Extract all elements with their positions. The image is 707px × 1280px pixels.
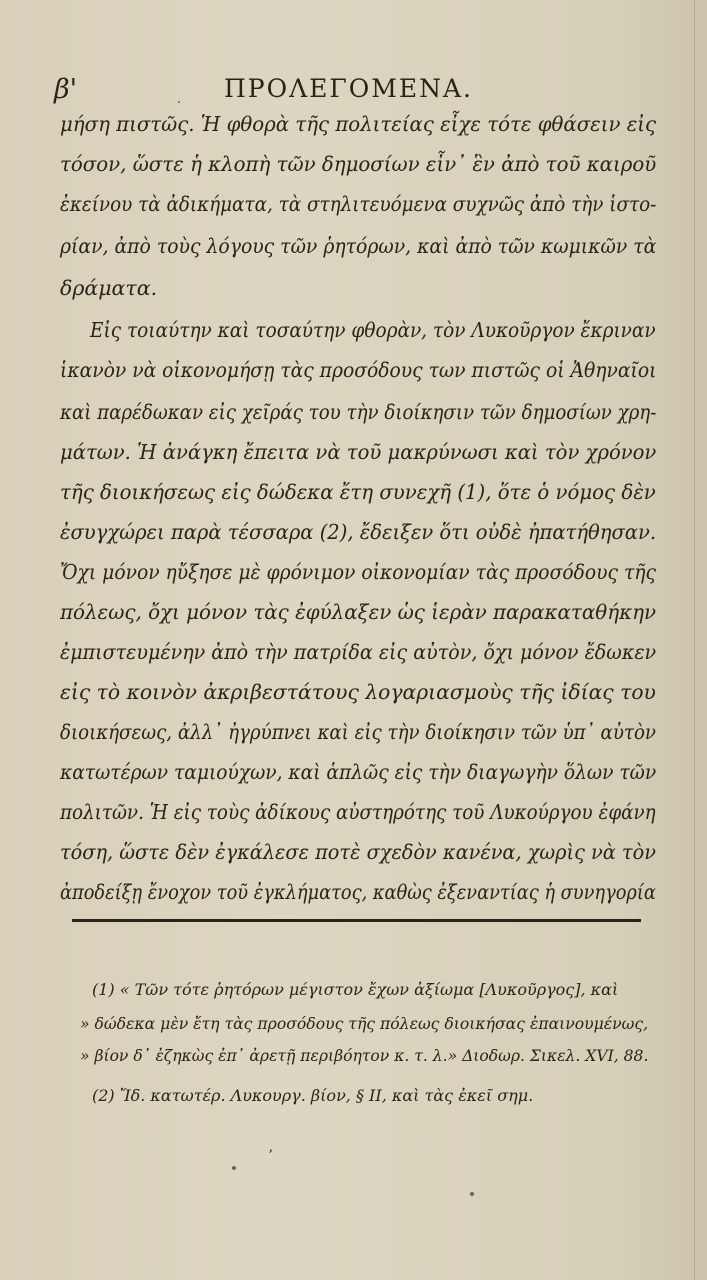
body-line: πολιτῶν. Ἡ εἰς τοὺς ἀδίκους αὐστηρότης τοῦ Λυκούργου ἐφάνη bbox=[60, 800, 656, 824]
page-number: β' bbox=[54, 74, 78, 105]
body-line: ἱκανὸν νὰ οἰκονομήσῃ τὰς προσόδους των πιστῶς οἱ Ἀθηναῖοι bbox=[60, 358, 657, 382]
body-line: διοικήσεως, ἀλλ᾽ ἠγρύπνει καὶ εἰς τὴν διοίκησιν τῶν ὑπ᾽ αὐτὸν bbox=[60, 720, 657, 744]
header-dot: . bbox=[177, 92, 181, 106]
print-mark: ʼ bbox=[268, 1148, 273, 1164]
body-line: Εἰς τοιαύτην καὶ τοσαύτην φθορὰν, τὸν Λυκοῦργον ἔκριναν bbox=[90, 318, 656, 342]
body-line: εἰς τὸ κοινὸν ἀκριβεστάτους λογαριασμοὺς τῆς ἰδίας του bbox=[60, 680, 656, 704]
body-line: ρίαν, ἀπὸ τοὺς λόγους τῶν ῥητόρων, καὶ ἀπὸ τῶν κωμικῶν τὰ bbox=[60, 234, 657, 258]
paper-speck bbox=[470, 1192, 474, 1196]
body-line: ἐκείνου τὰ ἀδικήματα, τὰ στηλιτευόμενα συχνῶς ἀπὸ τὴν ἱστο- bbox=[60, 192, 657, 216]
footnote-line: » βίον δ᾽ ἐζηκὼς ἐπ᾽ ἀρετῇ περιβόητον κ. τ. λ.» Διοδωρ. Σικελ. XVI, 88. bbox=[80, 1046, 649, 1065]
footnote-line: (2) Ἴδ. κατωτέρ. Λυκουργ. βίον, § II, καὶ τὰς ἐκεῖ σημ. bbox=[92, 1086, 534, 1105]
body-line: δράματα. bbox=[60, 276, 158, 300]
footnote-separator-rule bbox=[72, 919, 641, 922]
body-line: καὶ παρέδωκαν εἰς χεῖράς του τὴν διοίκησιν τῶν δημοσίων χρη- bbox=[60, 400, 657, 424]
body-line: μάτων. Ἡ ἀνάγκη ἔπειτα νὰ τοῦ μακρύνωσι καὶ τὸν χρόνον bbox=[60, 440, 657, 464]
footnote-line: » δώδεκα μὲν ἔτη τὰς προσόδους τῆς πόλεως διοικήσας ἐπαινουμένως, bbox=[80, 1014, 649, 1033]
body-line: ἐσυγχώρει παρὰ τέσσαρα (2), ἔδειξεν ὅτι οὐδὲ ἠπατήθησαν. bbox=[60, 520, 657, 544]
body-line: κατωτέρων ταμιούχων, καὶ ἁπλῶς εἰς τὴν διαγωγὴν ὅλων τῶν bbox=[60, 760, 657, 784]
body-line: τόσον, ὥστε ἡ κλοπὴ τῶν δημοσίων εἶν᾽ ἓν ἀπὸ τοῦ καιροῦ bbox=[60, 152, 657, 176]
body-line: ἀποδείξῃ ἔνοχον τοῦ ἐγκλήματος, καθὼς ἐξεναντίας ἡ συνηγορία bbox=[60, 880, 656, 904]
body-line: πόλεως, ὄχι μόνον τὰς ἐφύλαξεν ὡς ἱερὰν παρακαταθήκην bbox=[60, 600, 657, 624]
body-line: ἐμπιστευμένην ἀπὸ τὴν πατρίδα εἰς αὐτὸν, ὄχι μόνον ἔδωκεν bbox=[60, 640, 657, 664]
body-line: τῆς διοικήσεως εἰς δώδεκα ἔτη συνεχῆ (1), ὅτε ὁ νόμος δὲν bbox=[60, 480, 656, 504]
paper-speck bbox=[232, 1166, 236, 1170]
page-edge bbox=[694, 0, 695, 1280]
footnote-line: (1) « Τῶν τότε ῥητόρων μέγιστον ἔχων ἀξίωμα [Λυκοῦργος], καὶ bbox=[92, 980, 619, 999]
page-header bbox=[0, 62, 707, 106]
body-line: μήση πιστῶς. Ἡ φθορὰ τῆς πολιτείας εἶχε τότε φθάσειν εἰς bbox=[60, 112, 657, 136]
running-head: ΠΡΟΛΕΓΟΜΕΝΑ. bbox=[224, 74, 473, 103]
body-line: Ὄχι μόνον ηὔξησε μὲ φρόνιμον οἰκονομίαν τὰς προσόδους τῆς bbox=[60, 560, 656, 584]
body-line: τόση, ὥστε δὲν ἐγκάλεσε ποτὲ σχεδὸν κανένα, χωρὶς νὰ τὸν bbox=[60, 840, 656, 864]
